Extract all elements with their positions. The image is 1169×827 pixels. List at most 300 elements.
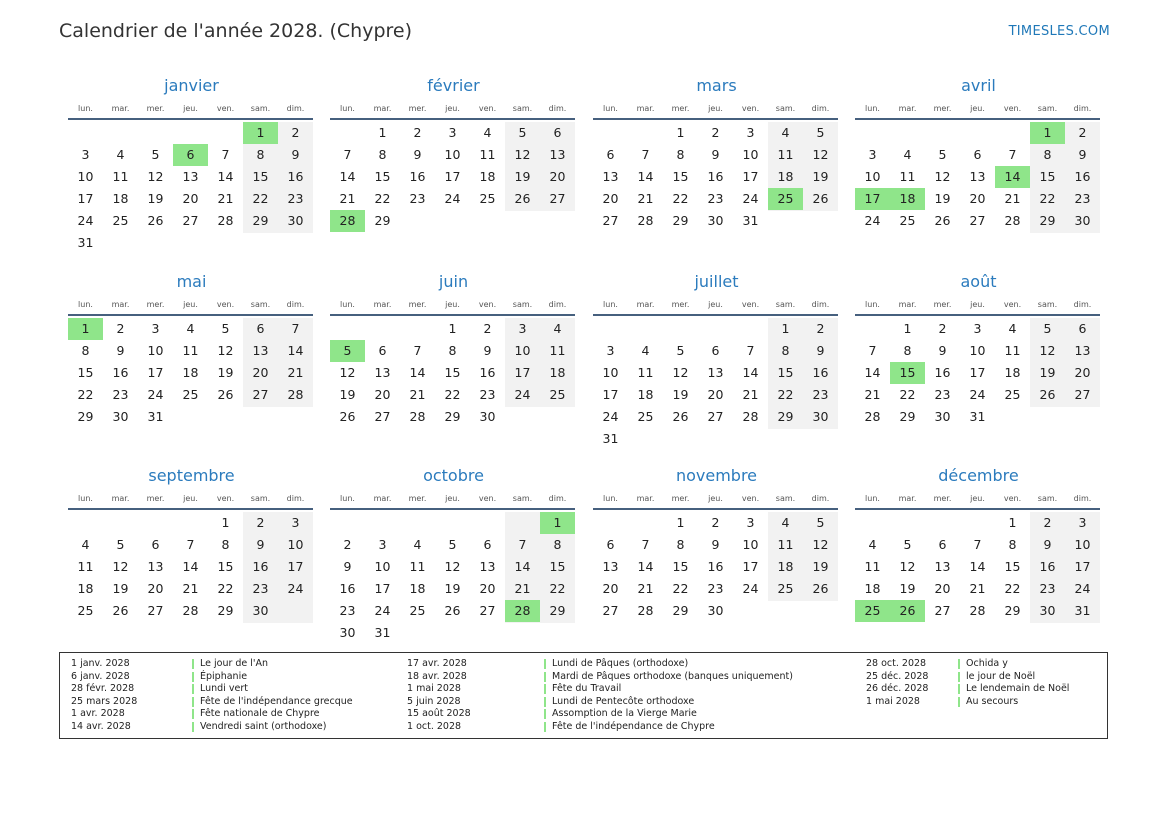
calendar-day[interactable]: 5 xyxy=(151,147,160,162)
calendar-day[interactable]: 9 xyxy=(816,343,825,358)
calendar-day[interactable]: 31 xyxy=(602,431,619,446)
calendar-day[interactable]: 21 xyxy=(182,581,199,596)
calendar-day[interactable]: 24 xyxy=(602,409,619,424)
calendar-day[interactable]: 2 xyxy=(938,321,947,336)
calendar-day[interactable]: 8 xyxy=(448,343,457,358)
calendar-day[interactable]: 5 xyxy=(903,537,912,552)
calendar-day[interactable]: 13 xyxy=(374,365,391,380)
calendar-day[interactable]: 10 xyxy=(969,343,986,358)
calendar-day[interactable]: 4 xyxy=(116,147,125,162)
holiday-day[interactable]: 18 xyxy=(890,188,925,210)
calendar-day[interactable]: 28 xyxy=(637,603,654,618)
calendar-day[interactable]: 24 xyxy=(444,191,461,206)
calendar-day[interactable]: 11 xyxy=(112,169,129,184)
calendar-day[interactable]: 6 xyxy=(378,343,387,358)
calendar-day[interactable]: 29 xyxy=(252,213,269,228)
calendar-day[interactable]: 24 xyxy=(77,213,94,228)
calendar-day[interactable]: 16 xyxy=(479,365,496,380)
calendar-day[interactable]: 29 xyxy=(444,409,461,424)
calendar-day[interactable]: 4 xyxy=(781,125,790,140)
calendar-day[interactable]: 13 xyxy=(707,365,724,380)
calendar-day[interactable]: 9 xyxy=(483,343,492,358)
calendar-day[interactable]: 16 xyxy=(707,559,724,574)
calendar-day[interactable]: 2 xyxy=(291,125,300,140)
calendar-day[interactable]: 20 xyxy=(934,581,951,596)
calendar-day[interactable]: 30 xyxy=(1039,603,1056,618)
calendar-day[interactable]: 24 xyxy=(374,603,391,618)
calendar-day[interactable]: 5 xyxy=(816,125,825,140)
calendar-day[interactable]: 26 xyxy=(339,409,356,424)
calendar-day[interactable]: 29 xyxy=(672,603,689,618)
calendar-day[interactable]: 22 xyxy=(77,387,94,402)
calendar-day[interactable]: 10 xyxy=(444,147,461,162)
calendar-day[interactable]: 22 xyxy=(672,191,689,206)
calendar-day[interactable]: 10 xyxy=(374,559,391,574)
calendar-day[interactable]: 1 xyxy=(781,321,790,336)
calendar-day[interactable]: 15 xyxy=(672,169,689,184)
calendar-day[interactable]: 2 xyxy=(116,321,125,336)
calendar-day[interactable]: 9 xyxy=(711,537,720,552)
holiday-day[interactable]: 1 xyxy=(243,122,278,144)
calendar-day[interactable]: 19 xyxy=(899,581,916,596)
calendar-day[interactable]: 24 xyxy=(1074,581,1091,596)
calendar-day[interactable]: 1 xyxy=(1008,515,1017,530)
calendar-day[interactable]: 8 xyxy=(378,147,387,162)
calendar-day[interactable]: 18 xyxy=(479,169,496,184)
calendar-day[interactable]: 20 xyxy=(182,191,199,206)
calendar-day[interactable]: 12 xyxy=(147,169,164,184)
calendar-day[interactable]: 14 xyxy=(637,169,654,184)
calendar-day[interactable]: 7 xyxy=(868,343,877,358)
calendar-day[interactable]: 4 xyxy=(641,343,650,358)
calendar-day[interactable]: 6 xyxy=(256,321,265,336)
calendar-day[interactable]: 9 xyxy=(1043,537,1052,552)
calendar-day[interactable]: 30 xyxy=(812,409,829,424)
calendar-day[interactable]: 12 xyxy=(934,169,951,184)
calendar-day[interactable]: 2 xyxy=(483,321,492,336)
calendar-day[interactable]: 22 xyxy=(444,387,461,402)
calendar-day[interactable]: 27 xyxy=(969,213,986,228)
calendar-day[interactable]: 7 xyxy=(518,537,527,552)
calendar-day[interactable]: 27 xyxy=(707,409,724,424)
holiday-day[interactable]: 1 xyxy=(68,318,103,340)
calendar-day[interactable]: 28 xyxy=(287,387,304,402)
calendar-day[interactable]: 26 xyxy=(934,213,951,228)
calendar-day[interactable]: 9 xyxy=(291,147,300,162)
calendar-day[interactable]: 16 xyxy=(1074,169,1091,184)
calendar-day[interactable]: 18 xyxy=(77,581,94,596)
calendar-day[interactable]: 21 xyxy=(514,581,531,596)
calendar-day[interactable]: 16 xyxy=(252,559,269,574)
calendar-day[interactable]: 6 xyxy=(553,125,562,140)
calendar-day[interactable]: 26 xyxy=(672,409,689,424)
calendar-day[interactable]: 13 xyxy=(549,147,566,162)
calendar-day[interactable]: 17 xyxy=(147,365,164,380)
calendar-day[interactable]: 21 xyxy=(742,387,759,402)
calendar-day[interactable]: 6 xyxy=(483,537,492,552)
calendar-day[interactable]: 22 xyxy=(672,581,689,596)
calendar-day[interactable]: 17 xyxy=(969,365,986,380)
calendar-day[interactable]: 16 xyxy=(707,169,724,184)
calendar-day[interactable]: 26 xyxy=(112,603,129,618)
calendar-day[interactable]: 21 xyxy=(637,191,654,206)
calendar-day[interactable]: 25 xyxy=(479,191,496,206)
calendar-day[interactable]: 7 xyxy=(641,147,650,162)
calendar-day[interactable]: 18 xyxy=(864,581,881,596)
calendar-day[interactable]: 25 xyxy=(112,213,129,228)
calendar-day[interactable]: 23 xyxy=(1039,581,1056,596)
calendar-day[interactable]: 20 xyxy=(549,169,566,184)
calendar-day[interactable]: 2 xyxy=(413,125,422,140)
calendar-day[interactable]: 1 xyxy=(378,125,387,140)
calendar-day[interactable]: 18 xyxy=(549,365,566,380)
calendar-day[interactable]: 15 xyxy=(444,365,461,380)
calendar-day[interactable]: 17 xyxy=(602,387,619,402)
calendar-day[interactable]: 14 xyxy=(217,169,234,184)
calendar-day[interactable]: 19 xyxy=(147,191,164,206)
calendar-day[interactable]: 28 xyxy=(742,409,759,424)
calendar-day[interactable]: 17 xyxy=(742,169,759,184)
calendar-day[interactable]: 4 xyxy=(553,321,562,336)
calendar-day[interactable]: 7 xyxy=(221,147,230,162)
calendar-day[interactable]: 2 xyxy=(711,515,720,530)
calendar-day[interactable]: 29 xyxy=(1004,603,1021,618)
calendar-day[interactable]: 19 xyxy=(672,387,689,402)
calendar-day[interactable]: 11 xyxy=(637,365,654,380)
calendar-day[interactable]: 6 xyxy=(938,537,947,552)
calendar-day[interactable]: 22 xyxy=(374,191,391,206)
holiday-day[interactable]: 14 xyxy=(995,166,1030,188)
calendar-day[interactable]: 31 xyxy=(1074,603,1091,618)
calendar-day[interactable]: 4 xyxy=(781,515,790,530)
calendar-day[interactable]: 10 xyxy=(77,169,94,184)
calendar-day[interactable]: 23 xyxy=(339,603,356,618)
calendar-day[interactable]: 11 xyxy=(409,559,426,574)
calendar-day[interactable]: 31 xyxy=(374,625,391,640)
calendar-day[interactable]: 11 xyxy=(182,343,199,358)
calendar-day[interactable]: 13 xyxy=(1074,343,1091,358)
calendar-day[interactable]: 7 xyxy=(291,321,300,336)
calendar-day[interactable]: 27 xyxy=(602,603,619,618)
calendar-day[interactable]: 17 xyxy=(374,581,391,596)
calendar-day[interactable]: 26 xyxy=(217,387,234,402)
calendar-day[interactable]: 11 xyxy=(777,537,794,552)
holiday-day[interactable]: 25 xyxy=(855,600,890,622)
calendar-day[interactable]: 19 xyxy=(217,365,234,380)
holiday-day[interactable]: 25 xyxy=(768,188,803,210)
calendar-day[interactable]: 6 xyxy=(606,147,615,162)
calendar-day[interactable]: 20 xyxy=(1074,365,1091,380)
holiday-day[interactable]: 26 xyxy=(890,600,925,622)
holiday-day[interactable]: 6 xyxy=(173,144,208,166)
calendar-day[interactable]: 21 xyxy=(287,365,304,380)
calendar-day[interactable]: 17 xyxy=(444,169,461,184)
calendar-day[interactable]: 19 xyxy=(934,191,951,206)
calendar-day[interactable]: 23 xyxy=(252,581,269,596)
calendar-day[interactable]: 2 xyxy=(256,515,265,530)
calendar-day[interactable]: 14 xyxy=(742,365,759,380)
calendar-day[interactable]: 8 xyxy=(676,537,685,552)
calendar-day[interactable]: 12 xyxy=(339,365,356,380)
calendar-day[interactable]: 28 xyxy=(1004,213,1021,228)
calendar-day[interactable]: 23 xyxy=(409,191,426,206)
calendar-day[interactable]: 18 xyxy=(637,387,654,402)
calendar-day[interactable]: 20 xyxy=(969,191,986,206)
calendar-day[interactable]: 21 xyxy=(637,581,654,596)
calendar-day[interactable]: 21 xyxy=(969,581,986,596)
calendar-day[interactable]: 16 xyxy=(339,581,356,596)
calendar-day[interactable]: 12 xyxy=(112,559,129,574)
calendar-day[interactable]: 30 xyxy=(707,603,724,618)
calendar-day[interactable]: 22 xyxy=(777,387,794,402)
calendar-day[interactable]: 14 xyxy=(969,559,986,574)
calendar-day[interactable]: 17 xyxy=(742,559,759,574)
calendar-day[interactable]: 3 xyxy=(291,515,300,530)
calendar-day[interactable]: 29 xyxy=(549,603,566,618)
calendar-day[interactable]: 20 xyxy=(252,365,269,380)
calendar-day[interactable]: 28 xyxy=(409,409,426,424)
brand-link[interactable]: TIMESLES.COM xyxy=(1008,24,1110,39)
holiday-day[interactable]: 1 xyxy=(1030,122,1065,144)
calendar-day[interactable]: 4 xyxy=(413,537,422,552)
calendar-day[interactable]: 4 xyxy=(483,125,492,140)
calendar-day[interactable]: 25 xyxy=(77,603,94,618)
calendar-day[interactable]: 17 xyxy=(77,191,94,206)
calendar-day[interactable]: 7 xyxy=(186,537,195,552)
calendar-day[interactable]: 16 xyxy=(287,169,304,184)
holiday-day[interactable]: 5 xyxy=(330,340,365,362)
calendar-day[interactable]: 21 xyxy=(217,191,234,206)
calendar-day[interactable]: 10 xyxy=(742,537,759,552)
calendar-day[interactable]: 23 xyxy=(479,387,496,402)
calendar-day[interactable]: 18 xyxy=(409,581,426,596)
calendar-day[interactable]: 23 xyxy=(287,191,304,206)
calendar-day[interactable]: 6 xyxy=(711,343,720,358)
calendar-day[interactable]: 27 xyxy=(252,387,269,402)
calendar-day[interactable]: 20 xyxy=(602,191,619,206)
calendar-day[interactable]: 8 xyxy=(676,147,685,162)
calendar-day[interactable]: 6 xyxy=(151,537,160,552)
calendar-day[interactable]: 26 xyxy=(444,603,461,618)
calendar-day[interactable]: 2 xyxy=(343,537,352,552)
calendar-day[interactable]: 12 xyxy=(899,559,916,574)
calendar-day[interactable]: 12 xyxy=(1039,343,1056,358)
calendar-day[interactable]: 15 xyxy=(77,365,94,380)
calendar-day[interactable]: 31 xyxy=(969,409,986,424)
calendar-day[interactable]: 15 xyxy=(1039,169,1056,184)
calendar-day[interactable]: 10 xyxy=(1074,537,1091,552)
calendar-day[interactable]: 10 xyxy=(147,343,164,358)
calendar-day[interactable]: 19 xyxy=(1039,365,1056,380)
calendar-day[interactable]: 4 xyxy=(81,537,90,552)
calendar-day[interactable]: 15 xyxy=(252,169,269,184)
calendar-day[interactable]: 2 xyxy=(1078,125,1087,140)
calendar-day[interactable]: 8 xyxy=(256,147,265,162)
calendar-day[interactable]: 12 xyxy=(672,365,689,380)
calendar-day[interactable]: 25 xyxy=(1004,387,1021,402)
calendar-day[interactable]: 3 xyxy=(518,321,527,336)
calendar-day[interactable]: 11 xyxy=(479,147,496,162)
calendar-day[interactable]: 10 xyxy=(514,343,531,358)
calendar-day[interactable]: 10 xyxy=(864,169,881,184)
calendar-day[interactable]: 22 xyxy=(1039,191,1056,206)
calendar-day[interactable]: 14 xyxy=(514,559,531,574)
calendar-day[interactable]: 9 xyxy=(938,343,947,358)
calendar-day[interactable]: 17 xyxy=(287,559,304,574)
calendar-day[interactable]: 1 xyxy=(448,321,457,336)
calendar-day[interactable]: 3 xyxy=(1078,515,1087,530)
calendar-day[interactable]: 1 xyxy=(221,515,230,530)
calendar-day[interactable]: 26 xyxy=(812,191,829,206)
calendar-day[interactable]: 21 xyxy=(864,387,881,402)
calendar-day[interactable]: 8 xyxy=(903,343,912,358)
calendar-day[interactable]: 20 xyxy=(602,581,619,596)
calendar-day[interactable]: 9 xyxy=(343,559,352,574)
calendar-day[interactable]: 3 xyxy=(378,537,387,552)
calendar-day[interactable]: 21 xyxy=(409,387,426,402)
calendar-day[interactable]: 1 xyxy=(903,321,912,336)
calendar-day[interactable]: 22 xyxy=(899,387,916,402)
calendar-day[interactable]: 4 xyxy=(186,321,195,336)
calendar-day[interactable]: 27 xyxy=(549,191,566,206)
holiday-day[interactable]: 17 xyxy=(855,188,890,210)
calendar-day[interactable]: 14 xyxy=(637,559,654,574)
calendar-day[interactable]: 29 xyxy=(217,603,234,618)
calendar-day[interactable]: 26 xyxy=(812,581,829,596)
calendar-day[interactable]: 31 xyxy=(147,409,164,424)
holiday-day[interactable]: 1 xyxy=(540,512,575,534)
calendar-day[interactable]: 29 xyxy=(672,213,689,228)
calendar-day[interactable]: 24 xyxy=(742,581,759,596)
calendar-day[interactable]: 14 xyxy=(409,365,426,380)
calendar-day[interactable]: 25 xyxy=(182,387,199,402)
calendar-day[interactable]: 24 xyxy=(864,213,881,228)
calendar-day[interactable]: 5 xyxy=(816,515,825,530)
calendar-day[interactable]: 8 xyxy=(781,343,790,358)
calendar-day[interactable]: 26 xyxy=(514,191,531,206)
calendar-day[interactable]: 18 xyxy=(1004,365,1021,380)
calendar-day[interactable]: 2 xyxy=(711,125,720,140)
calendar-day[interactable]: 2 xyxy=(1043,515,1052,530)
calendar-day[interactable]: 26 xyxy=(1039,387,1056,402)
holiday-day[interactable]: 15 xyxy=(890,362,925,384)
calendar-day[interactable]: 30 xyxy=(1074,213,1091,228)
calendar-day[interactable]: 5 xyxy=(1043,321,1052,336)
holiday-day[interactable]: 28 xyxy=(505,600,540,622)
calendar-day[interactable]: 16 xyxy=(112,365,129,380)
calendar-day[interactable]: 21 xyxy=(1004,191,1021,206)
calendar-day[interactable]: 18 xyxy=(182,365,199,380)
calendar-day[interactable]: 16 xyxy=(409,169,426,184)
calendar-day[interactable]: 3 xyxy=(746,125,755,140)
calendar-day[interactable]: 20 xyxy=(479,581,496,596)
calendar-day[interactable]: 21 xyxy=(339,191,356,206)
calendar-day[interactable]: 4 xyxy=(868,537,877,552)
calendar-day[interactable]: 24 xyxy=(147,387,164,402)
calendar-day[interactable]: 16 xyxy=(812,365,829,380)
calendar-day[interactable]: 3 xyxy=(973,321,982,336)
calendar-day[interactable]: 30 xyxy=(707,213,724,228)
calendar-day[interactable]: 31 xyxy=(77,235,94,250)
calendar-day[interactable]: 4 xyxy=(903,147,912,162)
calendar-day[interactable]: 29 xyxy=(77,409,94,424)
calendar-day[interactable]: 11 xyxy=(899,169,916,184)
calendar-day[interactable]: 8 xyxy=(553,537,562,552)
calendar-day[interactable]: 14 xyxy=(182,559,199,574)
calendar-day[interactable]: 19 xyxy=(514,169,531,184)
calendar-day[interactable]: 14 xyxy=(339,169,356,184)
calendar-day[interactable]: 23 xyxy=(112,387,129,402)
calendar-day[interactable]: 27 xyxy=(374,409,391,424)
calendar-day[interactable]: 30 xyxy=(287,213,304,228)
calendar-day[interactable]: 19 xyxy=(812,559,829,574)
calendar-day[interactable]: 24 xyxy=(514,387,531,402)
calendar-day[interactable]: 31 xyxy=(742,213,759,228)
calendar-day[interactable]: 5 xyxy=(518,125,527,140)
calendar-day[interactable]: 25 xyxy=(899,213,916,228)
calendar-day[interactable]: 28 xyxy=(864,409,881,424)
calendar-day[interactable]: 7 xyxy=(746,343,755,358)
calendar-day[interactable]: 13 xyxy=(479,559,496,574)
calendar-day[interactable]: 28 xyxy=(182,603,199,618)
calendar-day[interactable]: 7 xyxy=(343,147,352,162)
calendar-day[interactable]: 12 xyxy=(812,537,829,552)
calendar-day[interactable]: 9 xyxy=(1078,147,1087,162)
calendar-day[interactable]: 8 xyxy=(81,343,90,358)
calendar-day[interactable]: 30 xyxy=(479,409,496,424)
calendar-day[interactable]: 9 xyxy=(116,343,125,358)
calendar-day[interactable]: 17 xyxy=(1074,559,1091,574)
calendar-day[interactable]: 12 xyxy=(444,559,461,574)
calendar-day[interactable]: 13 xyxy=(602,559,619,574)
calendar-day[interactable]: 30 xyxy=(252,603,269,618)
calendar-day[interactable]: 25 xyxy=(409,603,426,618)
calendar-day[interactable]: 13 xyxy=(252,343,269,358)
calendar-day[interactable]: 24 xyxy=(742,191,759,206)
calendar-day[interactable]: 3 xyxy=(151,321,160,336)
calendar-day[interactable]: 12 xyxy=(514,147,531,162)
calendar-day[interactable]: 5 xyxy=(938,147,947,162)
calendar-day[interactable]: 27 xyxy=(602,213,619,228)
calendar-day[interactable]: 15 xyxy=(1004,559,1021,574)
calendar-day[interactable]: 27 xyxy=(147,603,164,618)
calendar-day[interactable]: 19 xyxy=(812,169,829,184)
calendar-day[interactable]: 8 xyxy=(1008,537,1017,552)
calendar-day[interactable]: 13 xyxy=(602,169,619,184)
calendar-day[interactable]: 3 xyxy=(746,515,755,530)
calendar-day[interactable]: 15 xyxy=(672,559,689,574)
calendar-day[interactable]: 17 xyxy=(514,365,531,380)
calendar-day[interactable]: 10 xyxy=(287,537,304,552)
calendar-day[interactable]: 1 xyxy=(676,515,685,530)
calendar-day[interactable]: 20 xyxy=(374,387,391,402)
calendar-day[interactable]: 14 xyxy=(864,365,881,380)
calendar-day[interactable]: 27 xyxy=(934,603,951,618)
calendar-day[interactable]: 29 xyxy=(1039,213,1056,228)
calendar-day[interactable]: 5 xyxy=(221,321,230,336)
calendar-day[interactable]: 23 xyxy=(707,191,724,206)
calendar-day[interactable]: 15 xyxy=(777,365,794,380)
calendar-day[interactable]: 28 xyxy=(637,213,654,228)
calendar-day[interactable]: 9 xyxy=(413,147,422,162)
calendar-day[interactable]: 11 xyxy=(549,343,566,358)
calendar-day[interactable]: 19 xyxy=(444,581,461,596)
calendar-day[interactable]: 19 xyxy=(339,387,356,402)
calendar-day[interactable]: 13 xyxy=(147,559,164,574)
calendar-day[interactable]: 30 xyxy=(112,409,129,424)
calendar-day[interactable]: 9 xyxy=(256,537,265,552)
calendar-day[interactable]: 11 xyxy=(777,147,794,162)
